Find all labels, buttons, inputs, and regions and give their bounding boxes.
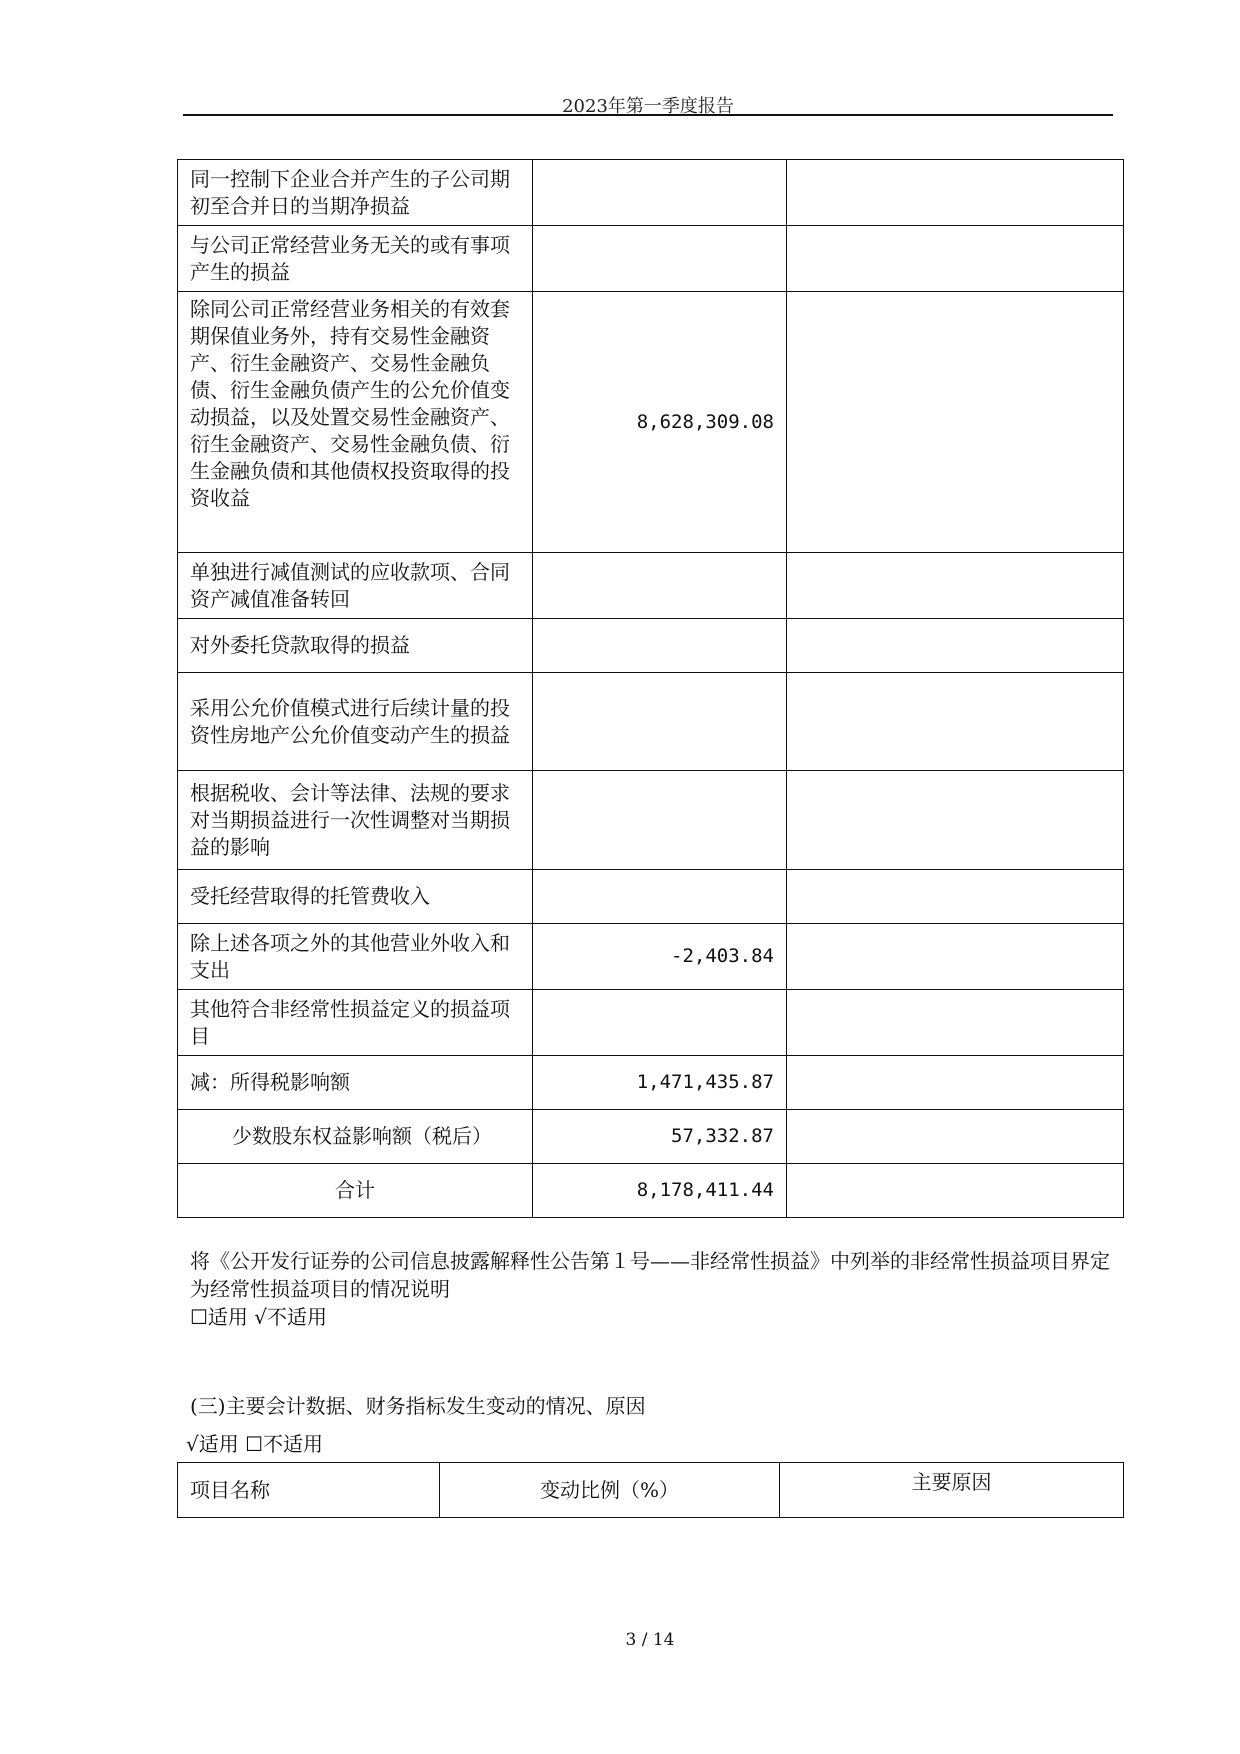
definition-applicability: ☐适用 √不适用 bbox=[190, 1305, 328, 1329]
row-label: 合计 bbox=[178, 1164, 533, 1218]
row-label: 单独进行减值测试的应收款项、合同资产减值准备转回 bbox=[178, 553, 533, 619]
table-row bbox=[178, 1056, 1124, 1110]
row-label: 受托经营取得的托管费收入 bbox=[178, 870, 533, 924]
table-row bbox=[178, 1110, 1124, 1164]
col-header-change-ratio: 变动比例（%） bbox=[440, 1463, 780, 1518]
table-row bbox=[178, 160, 1124, 226]
row-note bbox=[787, 673, 1124, 771]
table-row bbox=[178, 870, 1124, 924]
table-row bbox=[178, 771, 1124, 870]
table-row bbox=[178, 226, 1124, 292]
row-amount: -2,403.84 bbox=[533, 924, 787, 990]
row-amount bbox=[533, 771, 787, 870]
row-amount bbox=[533, 870, 787, 924]
section3-title: (三)主要会计数据、财务指标发生变动的情况、原因 bbox=[190, 1394, 646, 1418]
row-note bbox=[787, 1164, 1124, 1218]
row-label: 同一控制下企业合并产生的子公司期初至合并日的当期净损益 bbox=[178, 160, 533, 226]
page-header-title: 2023年第一季度报告 bbox=[562, 96, 734, 117]
definition-paragraph: 将《公开发行证券的公司信息披露解释性公告第１号——非经常性损益》中列举的非经常性损益项目界定为经常性损益项目的情况说明 bbox=[190, 1249, 1110, 1301]
row-note bbox=[787, 160, 1124, 226]
col-header-main-reason: 主要原因 bbox=[780, 1463, 1124, 1518]
row-note bbox=[787, 1110, 1124, 1164]
row-label: 少数股东权益影响额（税后） bbox=[178, 1110, 533, 1164]
table-row bbox=[178, 1164, 1124, 1218]
row-amount bbox=[533, 619, 787, 673]
row-label: 其他符合非经常性损益定义的损益项目 bbox=[178, 990, 533, 1056]
row-amount: 8,628,309.08 bbox=[533, 292, 787, 553]
row-label: 除上述各项之外的其他营业外收入和支出 bbox=[178, 924, 533, 990]
row-note bbox=[787, 226, 1124, 292]
table-row bbox=[178, 673, 1124, 771]
section3-applicability: √适用 ☐不适用 bbox=[186, 1432, 324, 1456]
row-note bbox=[787, 553, 1124, 619]
row-note bbox=[787, 990, 1124, 1056]
row-note bbox=[787, 771, 1124, 870]
non-recurring-gains-table bbox=[177, 159, 1124, 1218]
row-label: 采用公允价值模式进行后续计量的投资性房地产公允价值变动产生的损益 bbox=[178, 673, 533, 771]
row-amount: 57,332.87 bbox=[533, 1110, 787, 1164]
change-reasons-table bbox=[177, 1462, 1124, 1518]
row-amount: 1,471,435.87 bbox=[533, 1056, 787, 1110]
row-note bbox=[787, 924, 1124, 990]
row-note bbox=[787, 292, 1124, 553]
header-rule bbox=[183, 114, 1113, 116]
row-note bbox=[787, 1056, 1124, 1110]
table-row bbox=[178, 990, 1124, 1056]
table-row bbox=[178, 292, 1124, 553]
row-label: 根据税收、会计等法律、法规的要求对当期损益进行一次性调整对当期损益的影响 bbox=[178, 771, 533, 870]
row-label: 除同公司正常经营业务相关的有效套期保值业务外，持有交易性金融资产、衍生金融资产、交易性金融负债、衍生金融负债产生的公允价值变动损益，以及处置交易性金融资产、衍生金融资产、交易性金融负债、衍生金融负债和其他债权投资取得的投资收益 bbox=[178, 292, 533, 553]
page-number: 3 / 14 bbox=[625, 1630, 675, 1650]
table-row bbox=[178, 924, 1124, 990]
row-note bbox=[787, 619, 1124, 673]
table-row bbox=[178, 553, 1124, 619]
row-label: 减：所得税影响额 bbox=[178, 1056, 533, 1110]
row-label: 对外委托贷款取得的损益 bbox=[178, 619, 533, 673]
table-row bbox=[178, 619, 1124, 673]
col-header-item-name: 项目名称 bbox=[178, 1463, 440, 1518]
row-note bbox=[787, 870, 1124, 924]
row-amount bbox=[533, 553, 787, 619]
table-header-row bbox=[178, 1463, 1124, 1518]
row-label: 与公司正常经营业务无关的或有事项产生的损益 bbox=[178, 226, 533, 292]
row-amount: 8,178,411.44 bbox=[533, 1164, 787, 1218]
row-amount bbox=[533, 226, 787, 292]
row-amount bbox=[533, 990, 787, 1056]
row-amount bbox=[533, 160, 787, 226]
row-amount bbox=[533, 673, 787, 771]
